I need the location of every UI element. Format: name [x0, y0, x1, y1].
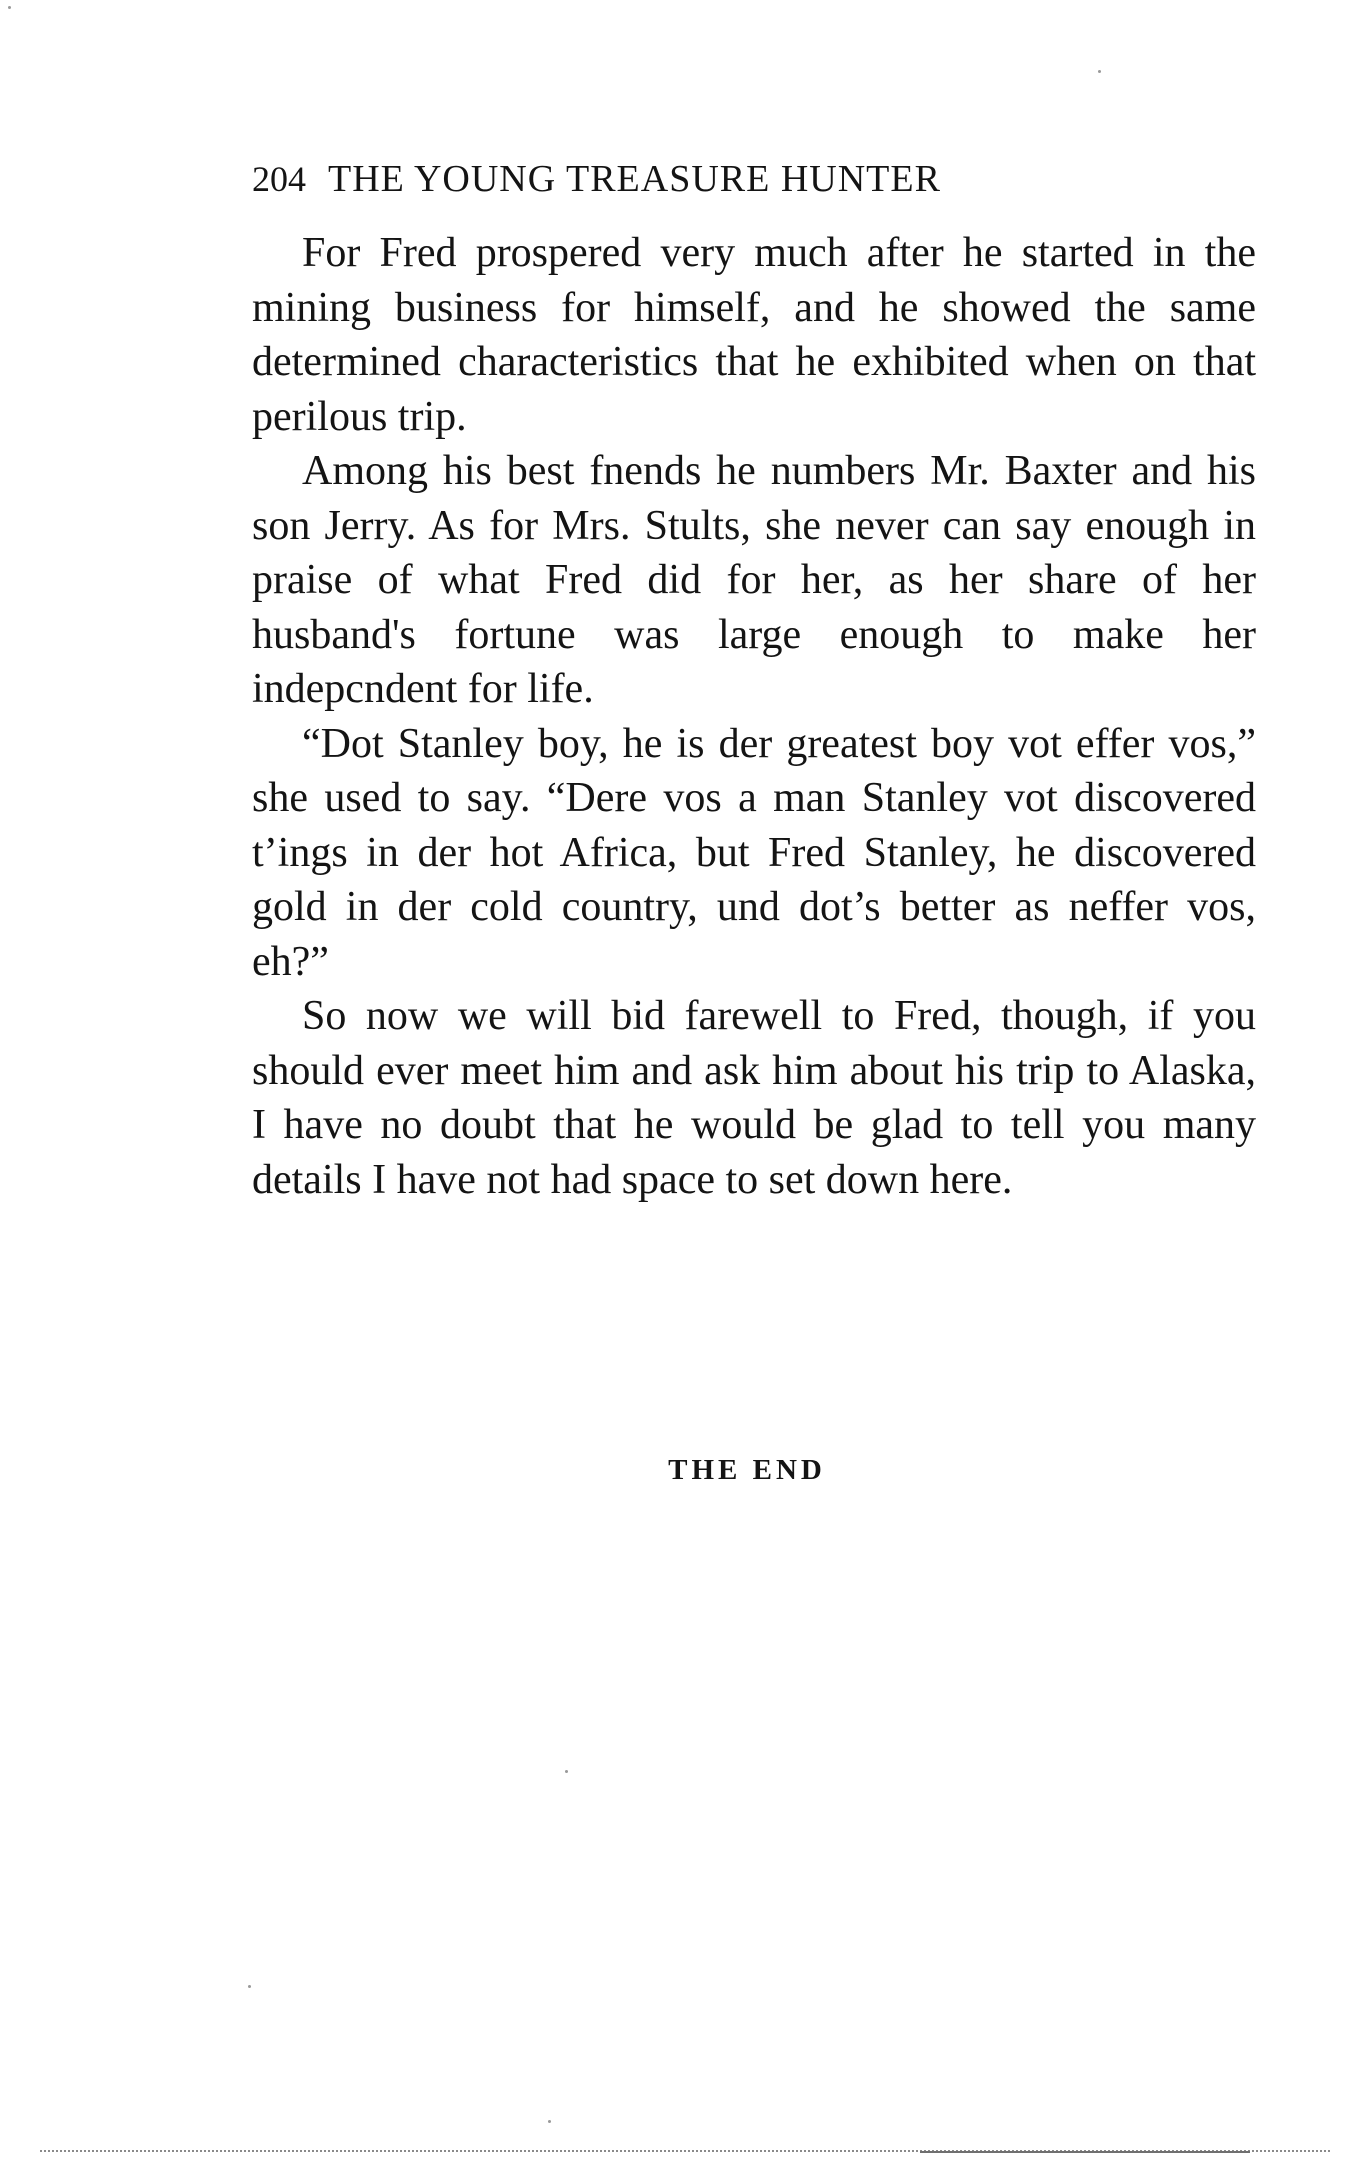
page-edge-shadow	[920, 2151, 1250, 2153]
scan-speck	[548, 2120, 551, 2123]
scan-speck	[565, 1770, 568, 1773]
running-head	[252, 150, 1252, 207]
page-number: 204	[252, 159, 306, 199]
paragraph-2: Among his best fnends he numbers Mr. Baxter and his son Jerry. As for Mrs. Stults, she never can say enough in praise of what Fred did for her, as her share of her husband's fortune was large enough to make her indepcndent for life.	[252, 448, 1256, 712]
scan-speck	[1098, 70, 1101, 73]
the-end: THE END	[668, 1454, 826, 1486]
running-title: THE YOUNG TREASURE HUNTER	[328, 158, 941, 200]
scan-speck	[248, 1985, 251, 1988]
paragraph-3: “Dot Stanley boy, he is der greatest boy vot effer vos,” she used to say. “Dere vos a man Stanley vot discovered t’ings in der hot Africa, but Fred Stanley, he discovered gold in der cold country, und dot’s better as neffer vos, eh?”	[252, 720, 1256, 985]
body-text	[252, 226, 1256, 1207]
paragraph-4: So now we will bid farewell to Fred, though, if you should ever meet him and ask him about his trip to Alaska, I have no doubt that he would be glad to tell you many details I have not had space to set down here.	[252, 993, 1256, 1203]
scan-speck	[8, 6, 11, 9]
paragraph-1: For Fred prospered very much after he started in the mining business for himself, and he showed the same determined characteristics that he exhibited when on that perilous trip.	[252, 230, 1256, 440]
